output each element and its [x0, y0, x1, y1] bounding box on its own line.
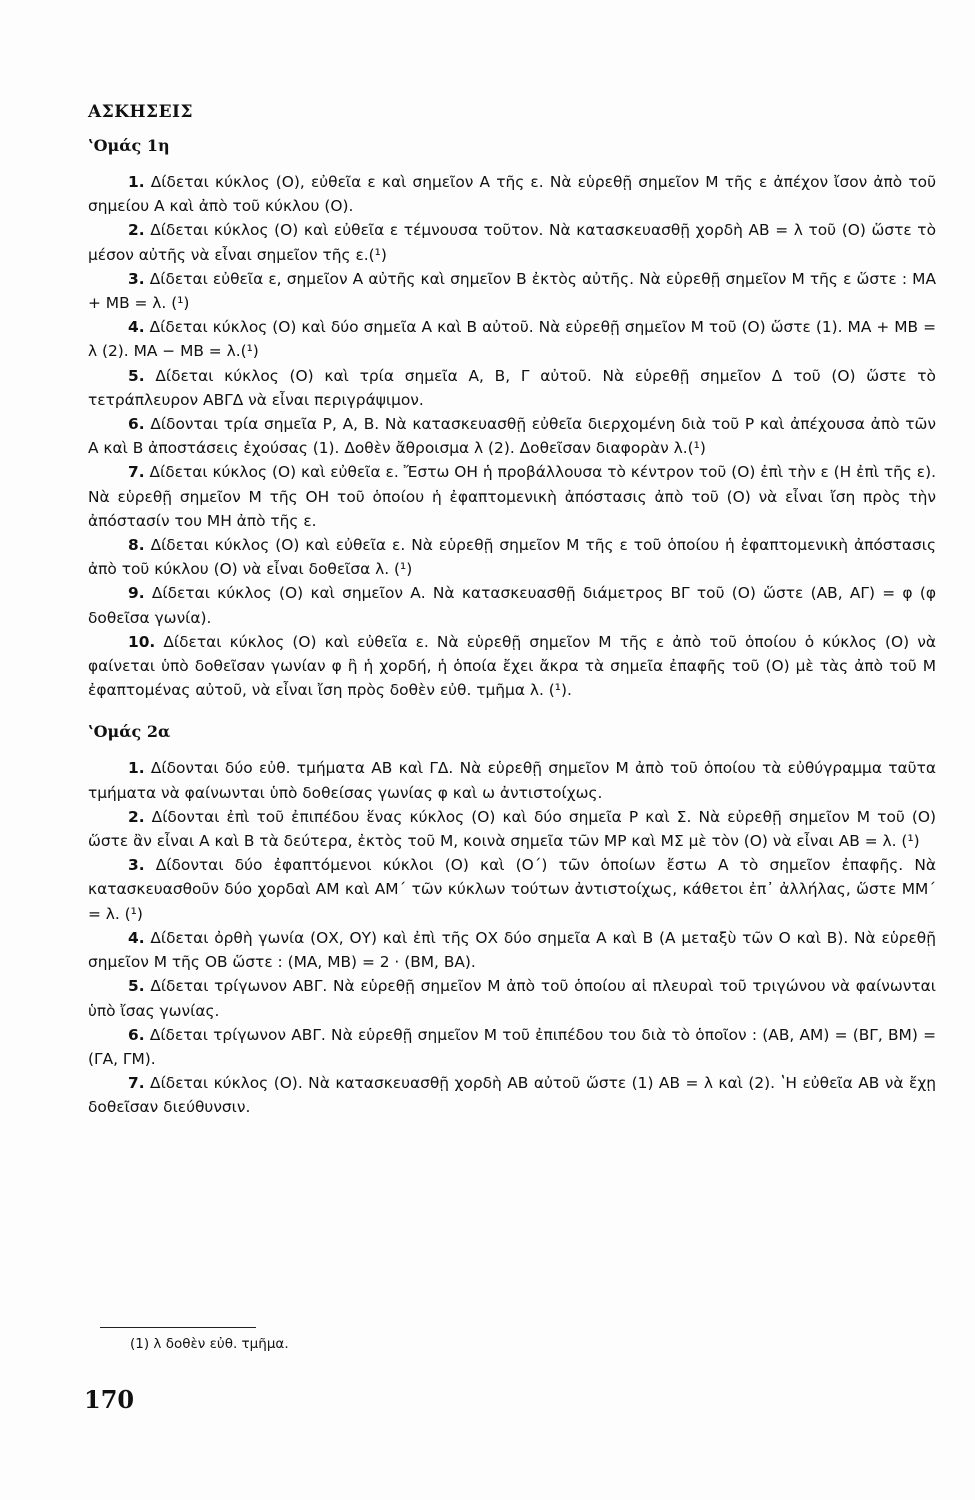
exercises-content	[88, 102, 936, 1120]
exercise-item	[88, 315, 936, 363]
exercise-text: Δίδονται τρία σημεῖα Ρ, Α, Β. Νὰ κατασκευασθῇ εὐθεῖα διερχομένη διὰ τοῦ Ρ καὶ ἀπέχουσα ἀπὸ τῶν Α καὶ Β ἀποστάσεις ἐχούσας (1). Δοθὲν ἄθροισμα λ (2). Δοθεῖσαν διαφορὰν λ.(¹)	[88, 415, 936, 458]
exercise-item	[88, 170, 936, 218]
exercise-text: Δίδεται κύκλος (Ο). Νὰ κατασκευασθῇ χορδὴ ΑΒ αὐτοῦ ὥστε (1) ΑΒ = λ καὶ (2). ʽΗ εὐθεῖα ΑΒ νὰ ἔχῃ δοθεῖσαν διεύθυνσιν.	[88, 1074, 936, 1117]
footnote: (1) λ δοθὲν εὐθ. τμῆμα.	[130, 1336, 289, 1352]
exercise-item	[88, 974, 936, 1022]
exercise-number: 3.	[128, 856, 145, 875]
exercise-text: Δίδονται δύο ἐφαπτόμενοι κύκλοι (Ο) καὶ (Ο΄) τῶν ὁποίων ἔστω Α τὸ σημεῖον ἐπαφῆς. Νὰ κατασκευασθοῦν δύο χορδαὶ ΑΜ καὶ ΑΜ΄ τῶν κύκλων τούτων ἀντιστοίχως, κάθετοι ἐπ᾿ ἀλλήλας, ὥστε ΜΜ΄ = λ. (¹)	[88, 856, 936, 923]
group-1-exercises	[88, 170, 936, 702]
exercise-number: 4.	[128, 928, 145, 947]
exercise-text: Δίδονται δύο εὐθ. τμήματα ΑΒ καὶ ΓΔ. Νὰ εὑρεθῇ σημεῖον Μ ἀπὸ τοῦ ὁποίου τὰ εὐθύγραμμα ταῦτα τμήματα νὰ φαίνωνται ὑπὸ δοθείσας γωνίας φ καὶ ω ἀντιστοίχως.	[88, 759, 936, 802]
exercise-number: 2.	[128, 221, 145, 240]
group-title-1: ʽΟμάς 1η	[88, 136, 170, 155]
exercise-item	[88, 533, 936, 581]
footnote-divider	[100, 1327, 256, 1328]
exercise-text: Δίδεται κύκλος (Ο) καὶ σημεῖον Α. Νὰ κατασκευασθῇ διάμετρος ΒΓ τοῦ (Ο) ὥστε (ΑΒ, ΑΓ) = φ (φ δοθεῖσα γωνία).	[88, 584, 936, 627]
exercise-item	[88, 218, 936, 266]
page-heading: ΑΣΚΗΣΕΙΣ	[88, 102, 193, 122]
exercise-number: 7.	[128, 1074, 145, 1093]
exercise-text: Δίδεται τρίγωνον ΑΒΓ. Νὰ εὑρεθῇ σημεῖον Μ τοῦ ἐπιπέδου του διὰ τὸ ὁποῖον : (ΑΒ, ΑΜ) = (ΒΓ, ΒΜ) = (ΓΑ, ΓΜ).	[88, 1025, 936, 1068]
exercise-item	[88, 460, 936, 533]
exercise-item	[88, 853, 936, 926]
exercise-number: 2.	[128, 807, 145, 826]
exercise-number: 7.	[128, 463, 145, 482]
exercise-number: 6.	[128, 415, 145, 434]
exercise-text: Δίδεται ὀρθὴ γωνία (ΟΧ, ΟΥ) καὶ ἐπὶ τῆς ΟΧ δύο σημεῖα Α καὶ Β (Α μεταξὺ τῶν Ο καὶ Β). Νὰ εὑρεθῇ σημεῖον Μ τῆς ΟΒ ὥστε : (ΜΑ, ΜΒ) = 2 · (ΒΜ, ΒΑ).	[88, 928, 936, 972]
exercise-number: 6.	[128, 1025, 145, 1044]
exercise-text: Δίδεται κύκλος (Ο), εὐθεῖα ε καὶ σημεῖον Α τῆς ε. Νὰ εὑρεθῇ σημεῖον Μ τῆς ε ἀπέχον ἴσον ἀπὸ τοῦ σημείου Α καὶ ἀπὸ τοῦ κύκλου (Ο).	[88, 173, 936, 216]
exercise-number: 4.	[128, 318, 145, 337]
exercise-number: 1.	[128, 759, 145, 778]
exercise-text: Δίδεται εὐθεῖα ε, σημεῖον Α αὐτῆς καὶ σημεῖον Β ἐκτὸς αὐτῆς. Νὰ εὑρεθῇ σημεῖον Μ τῆς ε ὥστε : ΜΑ + ΜΒ = λ. (¹)	[88, 269, 936, 313]
exercise-text: Δίδεται κύκλος (Ο) καὶ δύο σημεῖα Α καὶ Β αὐτοῦ. Νὰ εὑρεθῇ σημεῖον Μ τοῦ (Ο) ὥστε (1). ΜΑ + ΜΒ = λ (2). ΜΑ − ΜΒ = λ.(¹)	[88, 318, 936, 361]
exercise-text: Δίδεται κύκλος (Ο) καὶ εὐθεῖα ε. Ἔστω ΟΗ ἡ προβάλλουσα τὸ κέντρον τοῦ (Ο) ἐπὶ τὴν ε (Η ἐπὶ τῆς ε). Νὰ εὑρεθῇ σημεῖον Μ τῆς ΟΗ τοῦ ὁποίου ἡ ἐφαπτομενικὴ ἀπόστασις ἀπὸ τοῦ (Ο) νὰ εἶναι ἴση πρὸς τὴν ἀπόστασίν του ΜΗ ἀπὸ τῆς ε.	[88, 463, 936, 530]
exercise-item	[88, 267, 936, 315]
exercise-text: Δίδονται ἐπὶ τοῦ ἐπιπέδου ἕνας κύκλος (Ο) καὶ δύο σημεῖα Ρ καὶ Σ. Νὰ εὑρεθῇ σημεῖον Μ τοῦ (Ο) ὥστε ἂν εἶναι Α καὶ Β τὰ δεύτερα, ἐκτὸς τοῦ Μ, κοινὰ σημεῖα τῶν ΜΡ καὶ ΜΣ μὲ τὸν (Ο) νὰ εἶναι ΑΒ = λ. (¹)	[88, 807, 936, 851]
exercise-text: Δίδεται κύκλος (Ο) καὶ εὐθεῖα ε. Νὰ εὑρεθῇ σημεῖον Μ τῆς ε ἀπὸ τοῦ ὁποίου ὁ κύκλος (Ο) νὰ φαίνεται ὑπὸ δοθεῖσαν γωνίαν φ ἢ ἡ χορδή, ἡ ὁποία ἔχει ἄκρα τὰ σημεῖα ἐπαφῆς τοῦ (Ο) μὲ τὰς ἀπὸ τοῦ Μ ἐφαπτομένας αὐτοῦ, νὰ εἶναι ἴση πρὸς δοθὲν εὐθ. τμῆμα λ. (¹).	[88, 632, 936, 700]
group-title-2: ʽΟμάς 2α	[88, 722, 171, 742]
exercise-number: 10.	[128, 632, 156, 651]
exercise-text: Δίδεται κύκλος (Ο) καὶ τρία σημεῖα Α, Β, Γ αὐτοῦ. Νὰ εὑρεθῇ σημεῖον Δ τοῦ (Ο) ὥστε τὸ τετράπλευρον ΑΒΓΔ νὰ εἶναι περιγράψιμον.	[88, 366, 936, 409]
exercise-item	[88, 1071, 936, 1119]
exercise-text: Δίδεται κύκλος (Ο) καὶ εὐθεῖα ε. Νὰ εὑρεθῇ σημεῖον Μ τῆς ε τοῦ ὁποίου ἡ ἐφαπτομενικὴ ἀπόστασις ἀπὸ τοῦ κύκλου (Ο) νὰ εἶναι δοθεῖσα λ. (¹)	[88, 536, 936, 579]
exercise-number: 5.	[128, 366, 145, 385]
exercise-item	[88, 364, 936, 412]
exercise-item	[88, 412, 936, 460]
exercise-number: 9.	[128, 584, 145, 603]
group-2-exercises	[88, 756, 936, 1119]
exercise-item	[88, 805, 936, 853]
exercise-text: Δίδεται κύκλος (Ο) καὶ εὐθεῖα ε τέμνουσα τοῦτον. Νὰ κατασκευασθῇ χορδὴ ΑΒ = λ τοῦ (Ο) ὥστε τὸ μέσον αὐτῆς νὰ εἶναι σημεῖον τῆς ε.(¹)	[88, 221, 936, 264]
exercise-text: Δίδεται τρίγωνον ΑΒΓ. Νὰ εὑρεθῇ σημεῖον Μ ἀπὸ τοῦ ὁποίου αἱ πλευραὶ τοῦ τριγώνου νὰ φαίνωνται ὑπὸ ἴσας γωνίας.	[88, 977, 936, 1020]
exercise-item	[88, 756, 936, 804]
page-number: 170	[84, 1385, 135, 1414]
exercise-number: 1.	[128, 173, 145, 191]
exercise-item	[88, 581, 936, 629]
exercise-item	[88, 1023, 936, 1071]
exercise-number: 5.	[128, 977, 145, 996]
exercise-item	[88, 630, 936, 703]
exercise-item	[88, 926, 936, 974]
exercise-number: 3.	[128, 269, 145, 288]
exercise-number: 8.	[128, 536, 145, 555]
